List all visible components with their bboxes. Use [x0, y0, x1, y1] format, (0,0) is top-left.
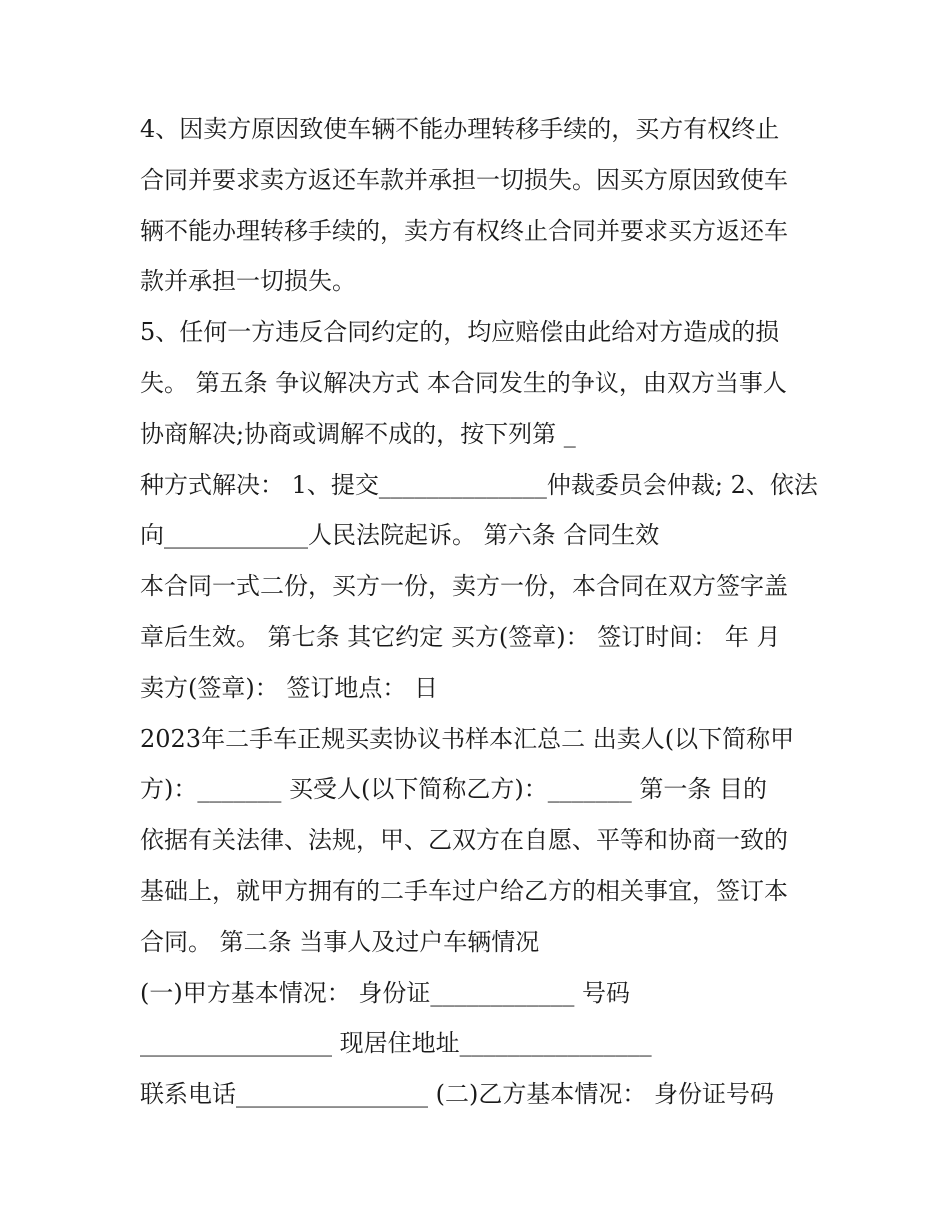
text-line-4: 款并承担一切损失。: [140, 267, 356, 296]
text-line-2: 合同并要求卖方返还车款并承担一切损失。因买方原因致使车: [140, 165, 788, 194]
contract-text-body: [140, 104, 830, 1120]
text-line-7: 协商解决;协商或调解不成的，按下列第 _: [140, 419, 576, 448]
text-line-6: 失。 第五条 争议解决方式 本合同发生的争议，由双方当事人: [140, 368, 787, 397]
text-line-16: 基础上，就甲方拥有的二手车过户给乙方的相关事宜，签订本: [140, 876, 788, 905]
text-line-8: 种方式解决： 1、提交______________仲裁委员会仲裁; 2、依法: [140, 470, 818, 499]
text-line-5: 5、任何一方违反合同约定的，均应赔偿由此给对方造成的损: [140, 318, 780, 347]
text-line-17: 合同。 第二条 当事人及过户车辆情况: [140, 927, 540, 956]
text-line-11: 章后生效。 第七条 其它约定 买方(签章)： 签订时间： 年 月: [140, 622, 781, 651]
text-line-12: 卖方(签章)： 签订地点： 日: [140, 673, 438, 702]
text-line-15: 依据有关法律、法规，甲、乙双方在自愿、平等和协商一致的: [140, 826, 788, 855]
text-line-18: (一)甲方基本情况： 身份证____________ 号码: [140, 978, 630, 1007]
text-line-10: 本合同一式二份，买方一份，卖方一份，本合同在双方签字盖: [140, 572, 788, 601]
text-line-1: 4、因卖方原因致使车辆不能办理转移手续的，买方有权终止: [140, 115, 780, 143]
text-line-13: 2023年二手车正规买卖协议书样本汇总二 出卖人(以下简称甲: [140, 724, 795, 753]
text-line-9: 向____________人民法院起诉。 第六条 合同生效: [140, 521, 660, 550]
text-line-19: ________________ 现居住地址________________: [140, 1029, 652, 1058]
text-line-20: 联系电话________________ (二)乙方基本情况： 身份证号码: [140, 1080, 774, 1109]
text-line-14: 方)：_______ 买受人(以下简称乙方)：_______ 第一条 目的: [140, 775, 767, 804]
text-line-3: 辆不能办理转移手续的，卖方有权终止合同并要求买方返还车: [140, 216, 788, 245]
